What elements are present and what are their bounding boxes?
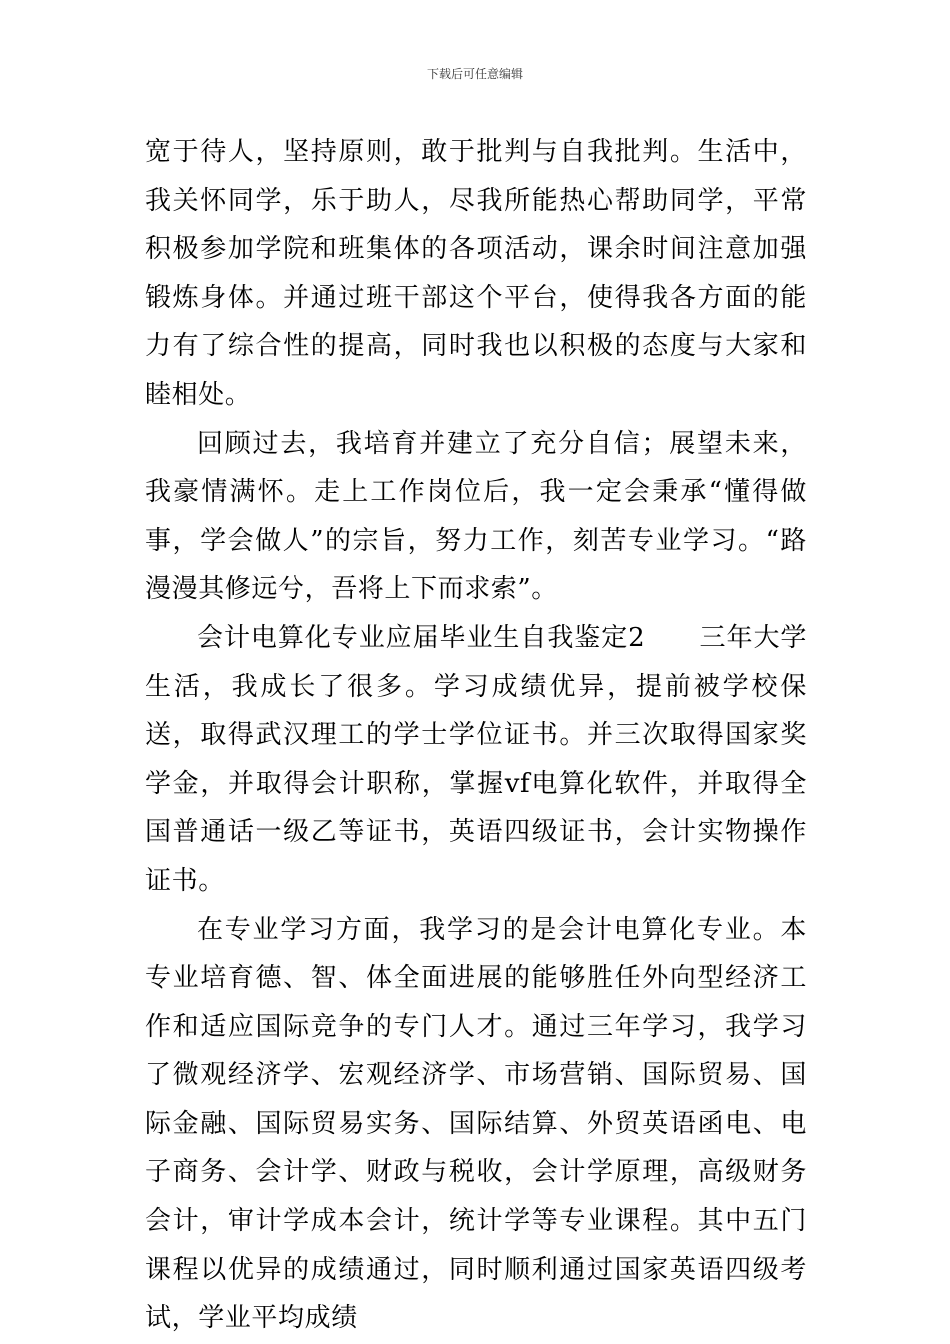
paragraph-4: 在专业学习方面，我学习的是会计电算化专业。本专业培育德、智、体全面进展的能够胜任外向型经济工作和适应国际竞争的专门人才。通过三年学习，我学习了微观经济学、宏观经济学、市场营销、国际贸易、国际金融、国际贸易实务、国际结算、外贸英语函电、电子商务、会计学、财政与税收，会计学原理，高级财务会计，审计学成本会计，统计学等专业课程。其中五门课程以优异的成绩通过，同时顺利通过国家英语四级考试，学业平均成绩 — [145, 914, 807, 1334]
paragraph-2: 回顾过去，我培育并建立了充分自信；展望未来，我豪情满怀。走上工作岗位后，我一定会秉承“懂得做事，学会做人”的宗旨，努力工作，刻苦专业学习。“路漫漫其修远兮，吾将上下而求索”。 — [145, 428, 807, 605]
paragraph-1: 宽于待人，坚持原则，敢于批判与自我批判。生活中，我关怀同学，乐于助人，尽我所能热心帮助同学，平常积极参加学院和班集体的各项活动，课余时间注意加强锻炼身体。并通过班干部这个平台，使得我各方面的能力有了综合性的提高，同时我也以积极的态度与大家和睦相处。 — [145, 137, 807, 410]
document-body — [145, 128, 807, 1343]
paragraph-3: 会计电算化专业应届毕业生自我鉴定2 三年大学生活，我成长了很多。学习成绩优异，提前被学校保送，取得武汉理工的学士学位证书。并三次取得国家奖学金，并取得会计职称，掌握vf电算化软件，并取得全国普通话一级乙等证书，英语四级证书，会计实物操作证书。 — [145, 622, 807, 896]
page-header: 下载后可任意编辑 — [426, 67, 523, 81]
